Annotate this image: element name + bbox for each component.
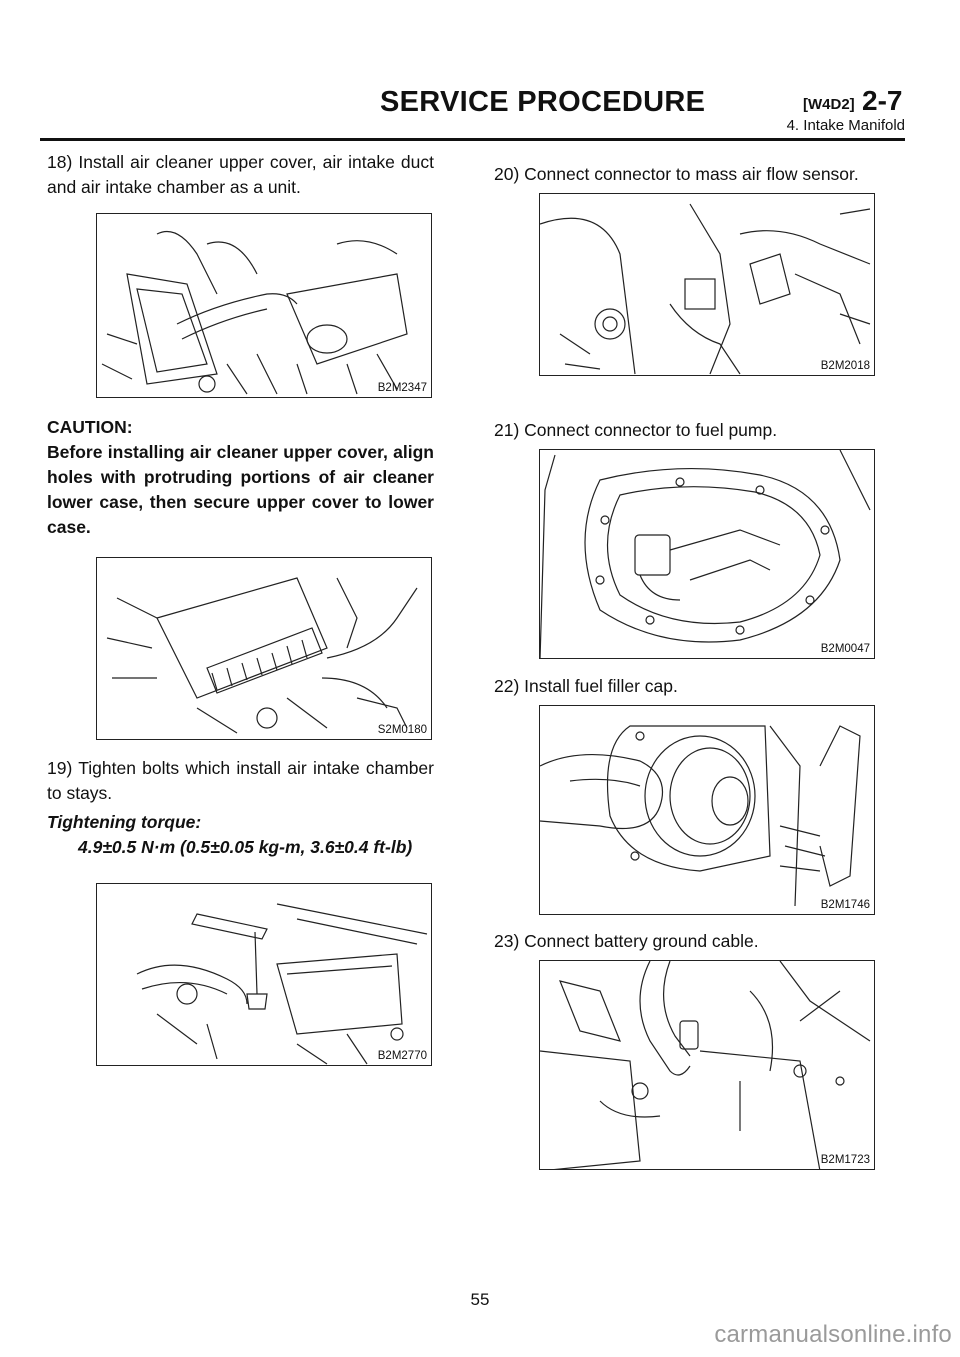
figure-code: B2M2347: [377, 382, 427, 394]
torque-heading: Tightening torque:: [47, 812, 202, 832]
battery-cable-illustration: [540, 961, 875, 1170]
model-code: [W4D2]: [803, 96, 855, 113]
watermark: carmanualsonline.info: [714, 1321, 952, 1348]
air-cleaner-illustration: [97, 214, 432, 398]
fuel-pump-illustration: [540, 450, 875, 659]
figure-battery-ground-cable: [539, 960, 875, 1170]
step-19-text: 19) Tighten bolts which install air intake chamber to stays.: [47, 758, 434, 803]
step-18-text: 18) Install air cleaner upper cover, air intake duct and air intake chamber as a unit.: [47, 152, 434, 197]
figure-mass-air-flow-sensor: [539, 193, 875, 376]
figure-code: B2M1723: [820, 1154, 870, 1166]
fuel-filler-cap-illustration: [540, 706, 875, 915]
subsection-title: 4. Intake Manifold: [786, 117, 905, 134]
figure-fuel-pump-connector: [539, 449, 875, 659]
intake-chamber-illustration: [97, 884, 432, 1066]
figure-code: B2M2770: [377, 1050, 427, 1062]
figure-code: B2M1746: [820, 899, 870, 911]
caution-text: Before installing air cleaner upper cover, align holes with protruding portions of air cleaner lower case, then secure upper cover to lower case.: [47, 442, 434, 537]
figure-fuel-filler-cap: [539, 705, 875, 915]
figure-air-cleaner-cover: [96, 213, 432, 398]
figure-intake-chamber-bolts: [96, 883, 432, 1066]
figure-code: B2M0047: [820, 643, 870, 655]
step-21-text: 21) Connect connector to fuel pump.: [494, 420, 778, 440]
page-number: 55: [470, 1290, 490, 1309]
chapter-number: 2-7: [862, 85, 903, 116]
step-23-text: 23) Connect battery ground cable.: [494, 931, 759, 951]
caution-heading: CAUTION:: [47, 417, 133, 437]
section-title: SERVICE PROCEDURE: [380, 86, 706, 118]
torque-value: 4.9±0.5 N·m (0.5±0.05 kg-m, 3.6±0.4 ft-lb): [78, 837, 413, 857]
figure-code: S2M0180: [377, 724, 427, 736]
header-divider: [40, 138, 905, 141]
mass-air-flow-illustration: [540, 194, 875, 376]
figure-code: B2M2018: [820, 360, 870, 372]
figure-air-cleaner-case: [96, 557, 432, 740]
air-cleaner-case-illustration: [97, 558, 432, 740]
step-22-text: 22) Install fuel filler cap.: [494, 676, 678, 696]
step-20-text: 20) Connect connector to mass air flow sensor.: [494, 164, 859, 184]
